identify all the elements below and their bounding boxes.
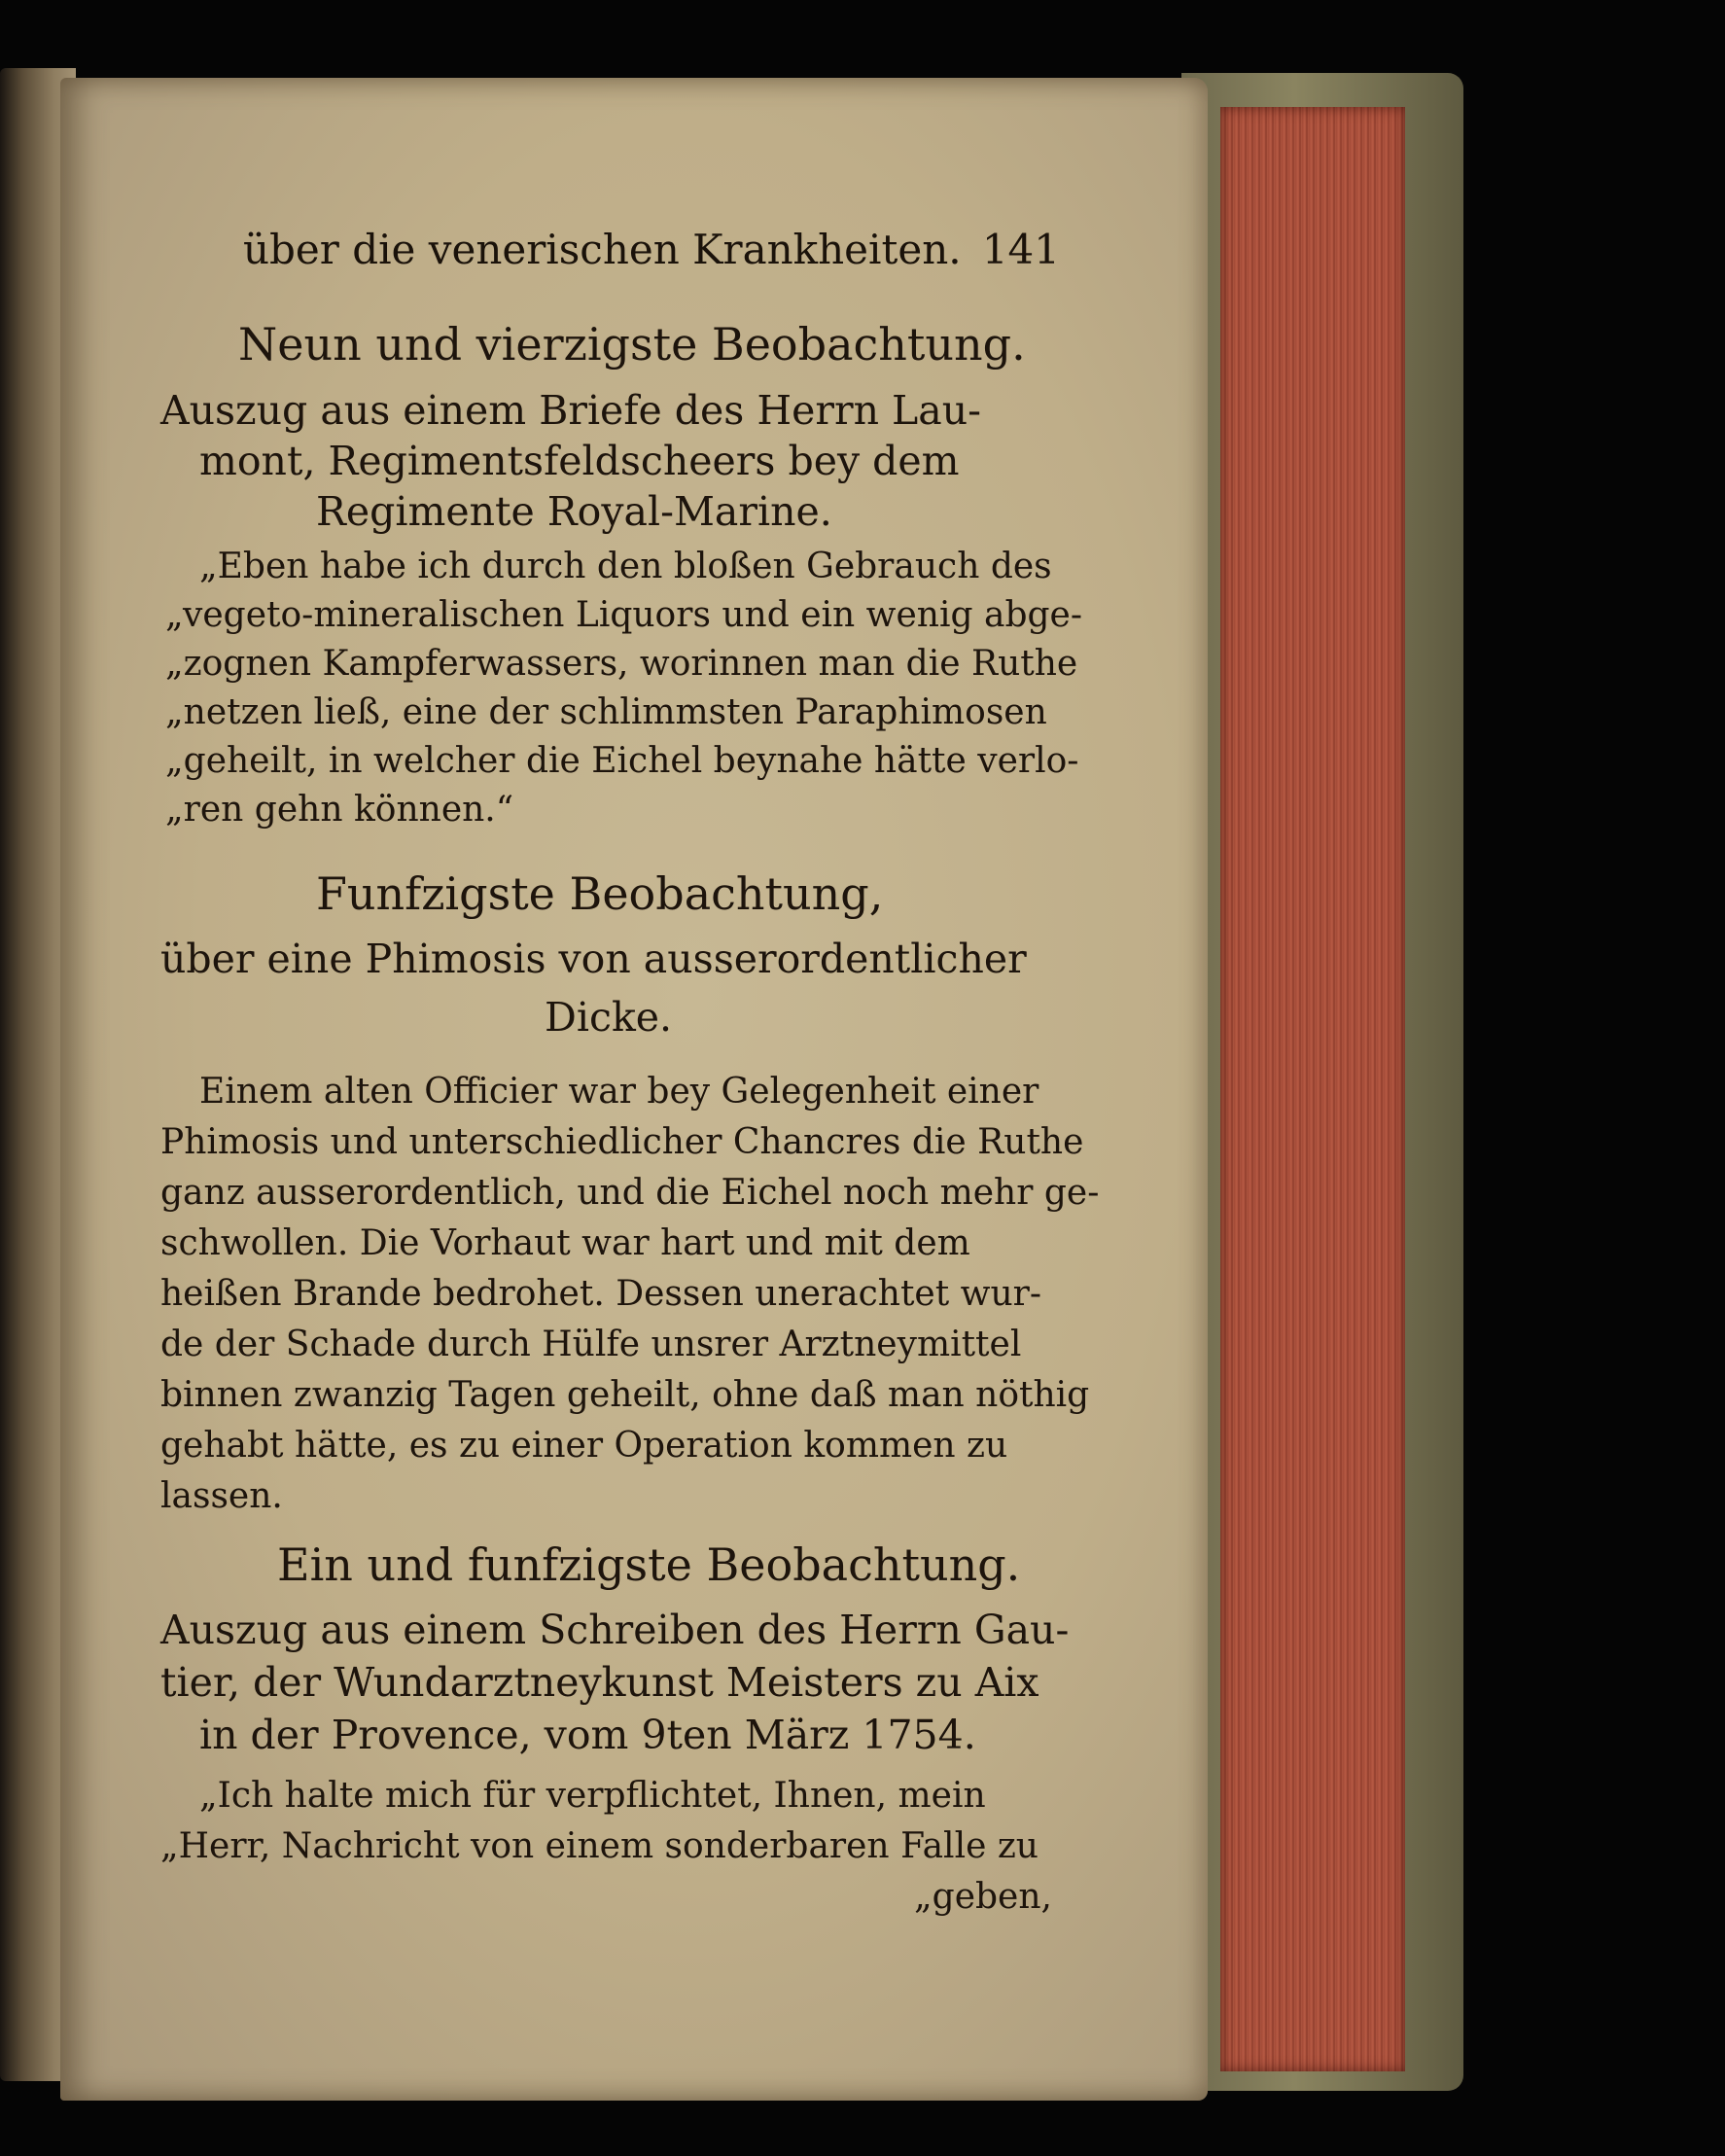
body-line: „vegeto-mineralischen Liquors und ein wenig abge- <box>165 595 1082 635</box>
body-line: „geheilt, in welcher die Eichel beynahe hätte verlo- <box>165 741 1079 781</box>
body-line: schwollen. Die Vorhaut war hart und mit dem <box>160 1223 970 1263</box>
body-line: ganz ausserordentlich, und die Eichel noch mehr ge- <box>160 1173 1100 1213</box>
running-head <box>243 226 1060 274</box>
section-subheading-line: tier, der Wundarztneykunst Meisters zu Aix <box>160 1659 1039 1706</box>
section-subheading-line: Auszug aus einem Schreiben des Herrn Gau- <box>160 1607 1070 1653</box>
section-heading: Neun und vierzigste Beobachtung. <box>238 318 1026 371</box>
body-line: binnen zwanzig Tagen geheilt, ohne daß man nöthig <box>160 1375 1090 1415</box>
page-number: 141 <box>981 226 1060 273</box>
body-line: „zognen Kampferwassers, worinnen man die Ruthe <box>165 644 1078 684</box>
page-fore-edge <box>1220 107 1405 2071</box>
section-heading: Ein und funfzigste Beobachtung. <box>277 1538 1021 1591</box>
body-line: Einem alten Officier war bey Gelegenheit einer <box>199 1072 1039 1112</box>
section-subheading-line: mont, Regimentsfeldscheers bey dem <box>199 438 960 484</box>
section-heading: Funfzigste Beobachtung, <box>316 867 884 920</box>
section-subheading-line: Dicke. <box>545 994 673 1041</box>
section-subheading-line: Auszug aus einem Briefe des Herrn Lau- <box>160 387 981 434</box>
body-line: lassen. <box>160 1476 283 1516</box>
body-line: gehabt hätte, es zu einer Operation kommen zu <box>160 1426 1008 1466</box>
body-line: „ren gehn können.“ <box>165 790 514 830</box>
section-subheading-line: über eine Phimosis von ausserordentlicher <box>160 936 1027 982</box>
section-subheading-line: Regimente Royal-Marine. <box>316 488 832 535</box>
body-line: „Eben habe ich durch den bloßen Gebrauch des <box>199 547 1052 586</box>
body-line: „Herr, Nachricht von einem sonderbaren Falle zu <box>160 1826 1039 1866</box>
catchword: „geben, <box>914 1877 1052 1917</box>
body-line: de der Schade durch Hülfe unsrer Arztneymittel <box>160 1325 1022 1364</box>
body-line: heißen Brande bedrohet. Dessen unerachtet wur- <box>160 1274 1042 1314</box>
body-line: „netzen ließ, eine der schlimmsten Paraphimosen <box>165 692 1047 732</box>
running-head-title: über die venerischen Krankheiten. <box>243 226 962 273</box>
body-line: „Ich halte mich für verpflichtet, Ihnen, mein <box>199 1776 986 1816</box>
body-line: Phimosis und unterschiedlicher Chancres die Ruthe <box>160 1122 1084 1162</box>
section-subheading-line: in der Provence, vom 9ten März 1754. <box>199 1712 976 1758</box>
